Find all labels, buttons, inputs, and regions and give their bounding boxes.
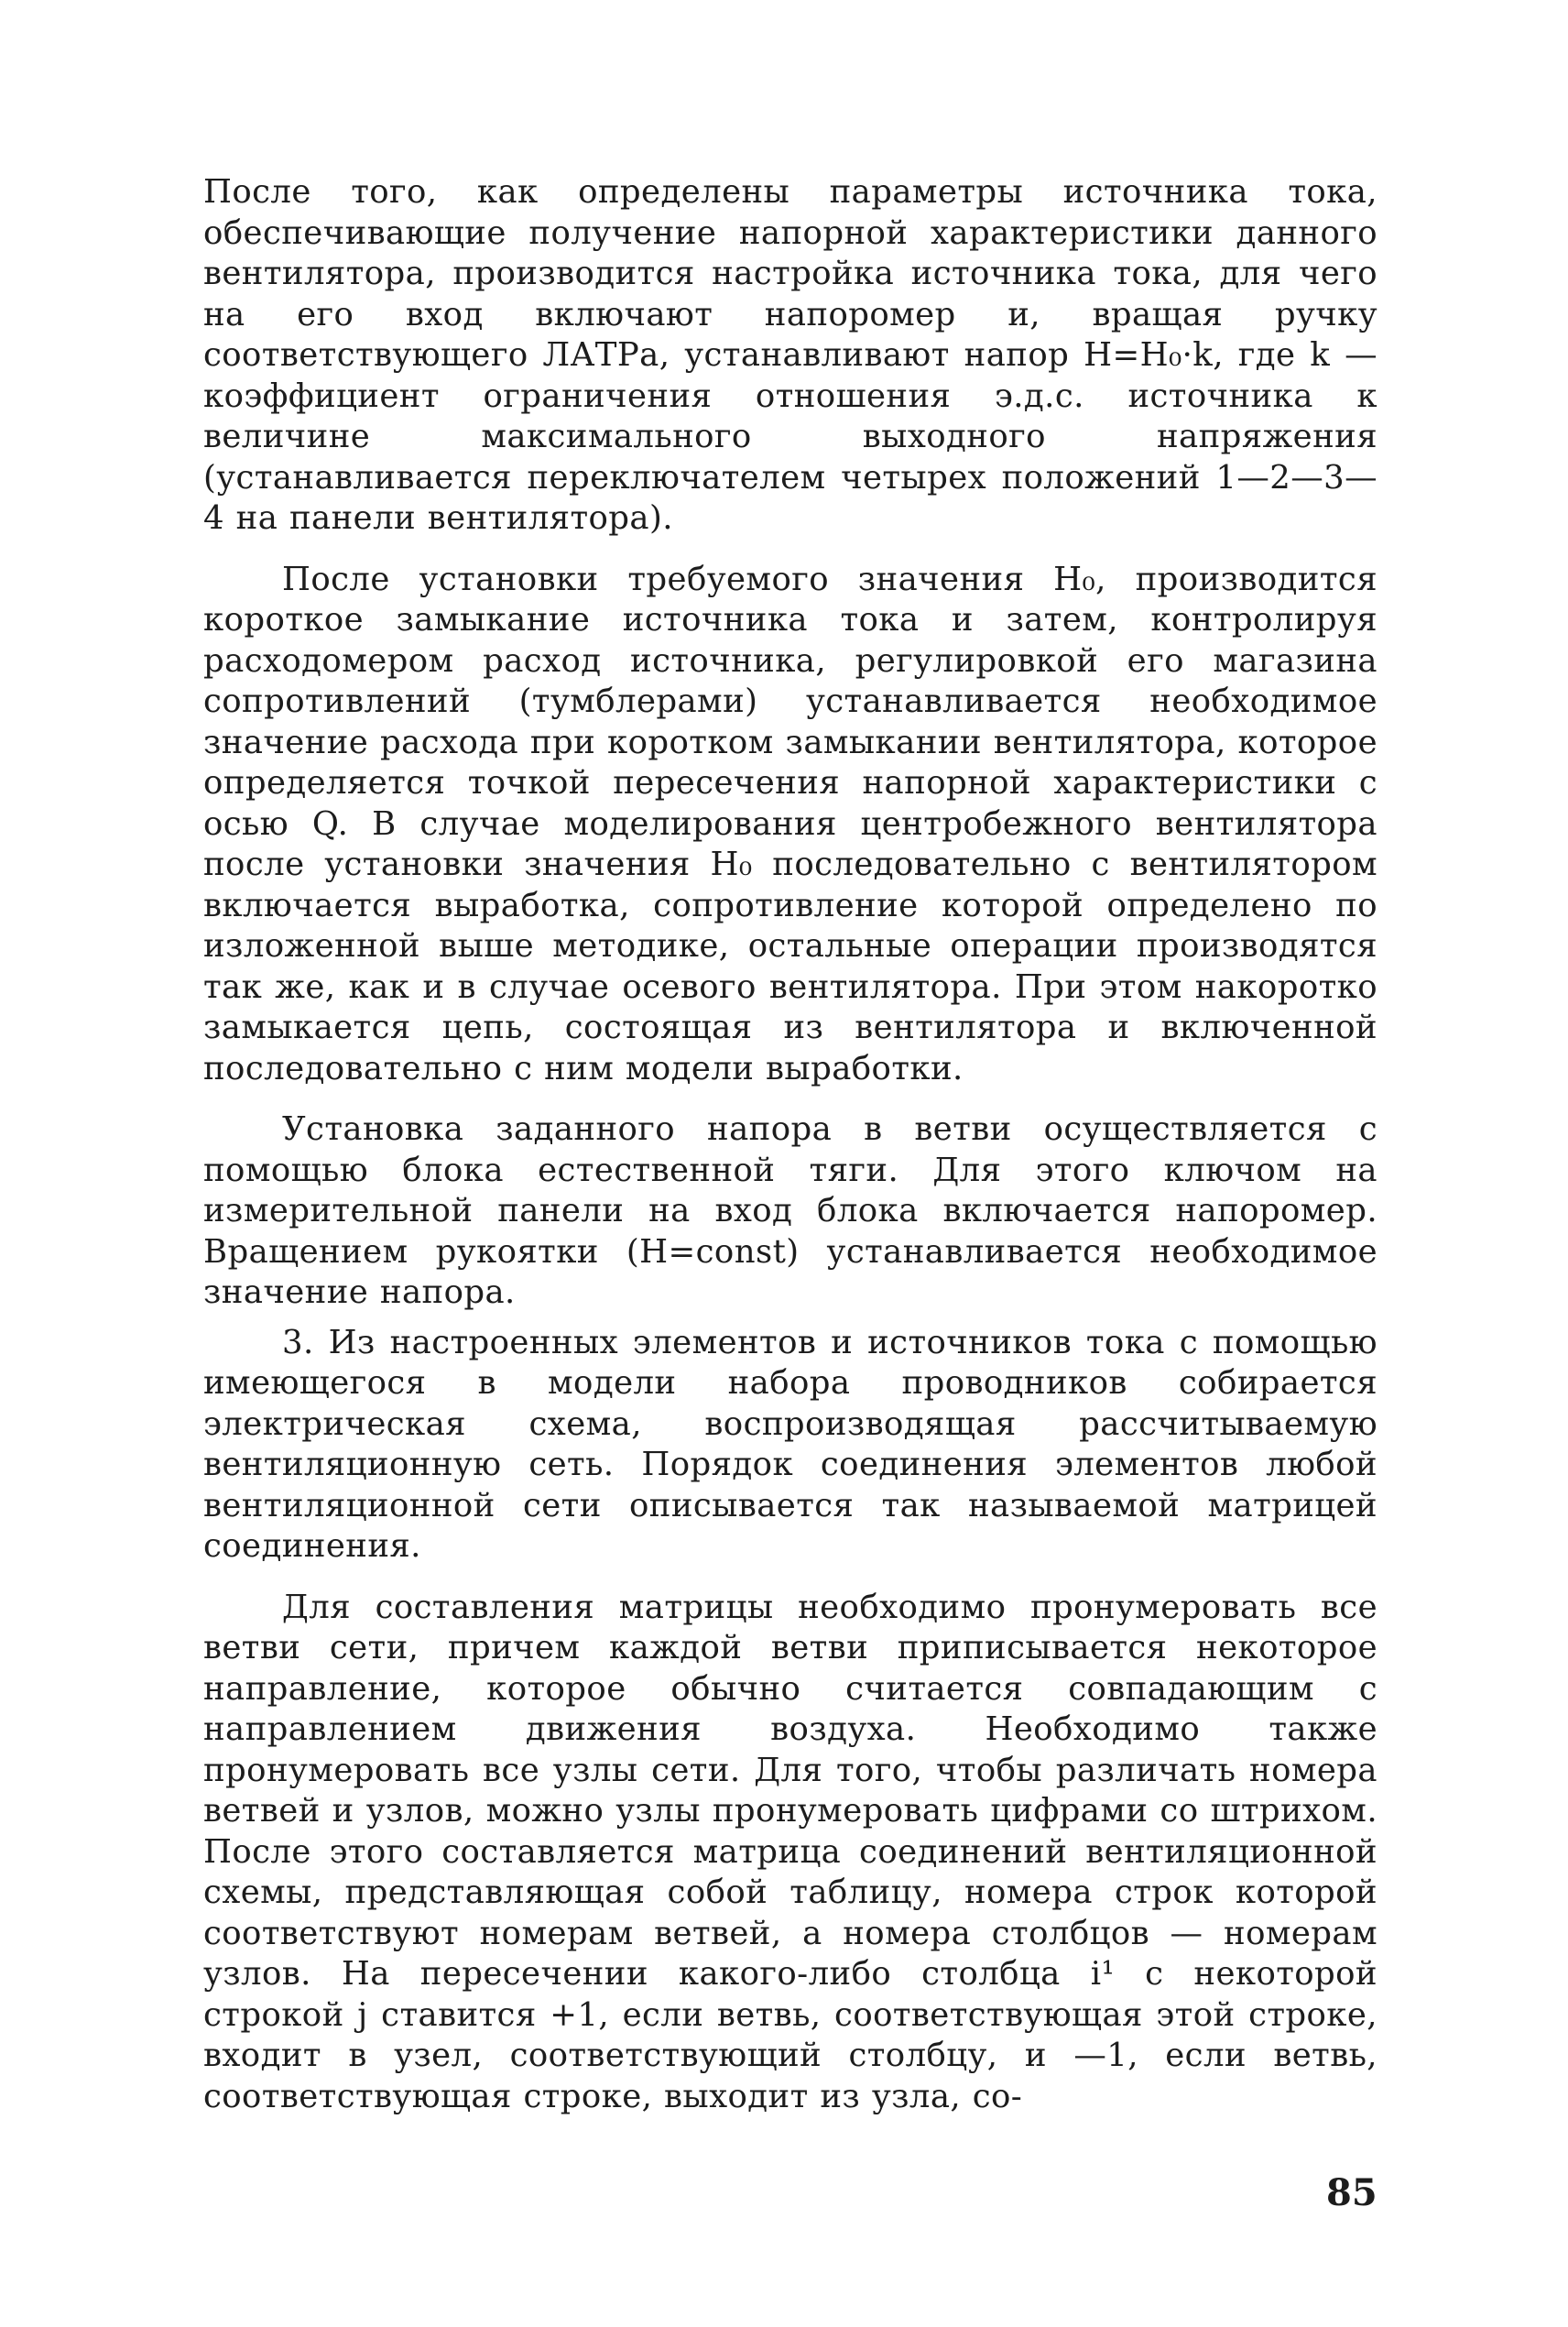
paragraph-5: Для составления матрицы необходимо пронумеровать все ветви сети, причем каждой ветви приписывается некоторое направление, которое обычно считается совпадающим с направлением движения воздуха. Необходимо также пронумеровать все узлы сети. Для того, чтобы различать номера ветвей и узлов, можно узлы пронумеровать цифрами со штрихом. После этого составляется матрица соединений вентиляционной схемы, представляющая собой таблицу, номера строк которой соответствуют номерам ветвей, а номера столбцов — номерам узлов. На пересечении какого-либо столбца i¹ с некоторой строкой j ставится +1, если ветвь, соответствующая этой строке, входит в узел, соответствующий столбцу, и —1, если ветвь, соответствующая строке, выходит из узла, со- [203,1588,1377,2115]
page-number: 85 [1326,2171,1377,2214]
paragraph-2: После установки требуемого значения H₀, производится короткое замыкание источника тока и затем, контролируя расходомером расход источника, регулировкой его магазина сопротивлений (тумблерами) устанавливается необходимое значение расхода при коротком замыкании вентилятора, которое определяется точкой пересечения напорной характеристики с осью Q. В случае моделирования центробежного вентилятора после установки значения H₀ последовательно с вентилятором включается выработка, сопротивление которой определено по изложенной выше методике, остальные операции производятся так же, как и в случае осевого вентилятора. При этом накоротко замыкается цепь, состоящая из вентилятора и включенной последовательно с ним модели выработки. [203,560,1377,1087]
paragraph-4: 3. Из настроенных элементов и источников тока с помощью имеющегося в модели набора проводников собирается электрическая схема, воспроизводящая рассчитываемую вентиляционную сеть. Порядок соединения элементов любой вентиляционной сети описывается так называемой матрицей соединения. [203,1323,1377,1565]
paragraph-3: Установка заданного напора в ветви осуществляется с помощью блока естественной тяги. Для этого ключом на измерительной панели на вход блока включается напоромер. Вращением рукоятки (H=const) устанавливается необходимое значение напора. [203,1110,1377,1311]
paragraph-1: После того, как определены параметры источника тока, обеспечивающие получение напорной характеристики данного вентилятора, производится настройка источника тока, для чего на его вход включают напоромер и, вращая ручку соответствующего ЛАТРа, устанавливают напор H=H₀·k, где k — коэффициент ограничения отношения э.д.с. источника к величине максимального выходного напряжения (устанавливается переключателем четырех положений 1—2—3—4 на панели вентилятора). [203,173,1377,537]
page-body [203,172,1377,2117]
